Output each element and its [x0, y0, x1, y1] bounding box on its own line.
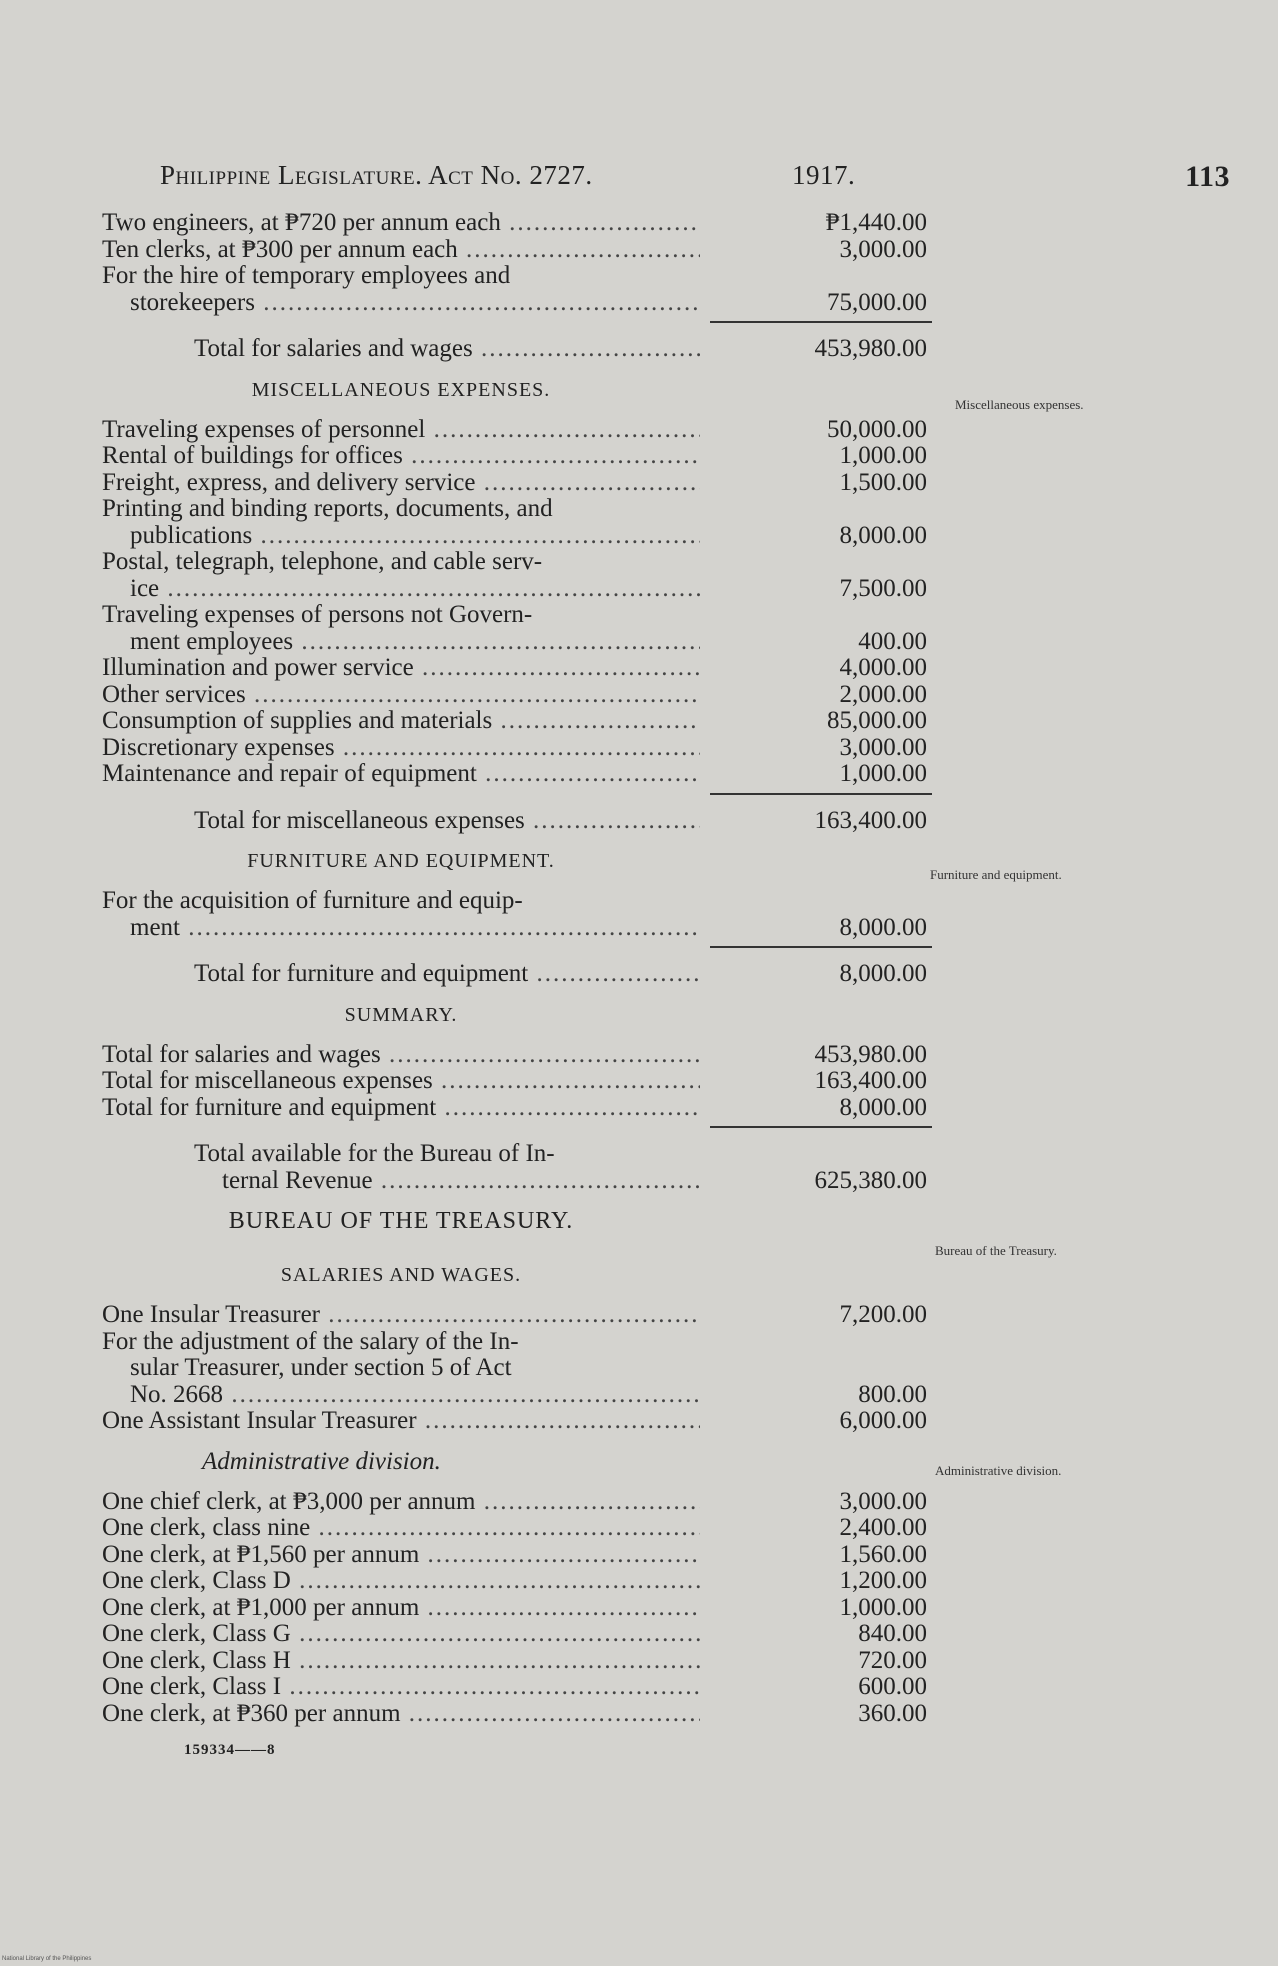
line-item [102, 470, 932, 497]
item-label: ternal Revenue ..... [222, 1168, 700, 1195]
item-amount: 1,000.00 [839, 760, 927, 787]
item-amount: 163,400.00 [814, 806, 927, 834]
total-row [102, 961, 932, 988]
line-item [102, 735, 932, 762]
page-header [160, 160, 1230, 200]
item-amount: 8,000.00 [839, 913, 927, 941]
line-item [102, 1302, 932, 1329]
item-amount: 840.00 [858, 1620, 927, 1647]
item-amount: 3,000.00 [839, 235, 927, 263]
running-title: Philippine Legislature. Act No. 2727. [160, 160, 593, 190]
line-item [102, 496, 932, 523]
item-label: For the hire of temporary employees and [102, 263, 511, 289]
total-row [102, 336, 932, 363]
item-amount: 453,980.00 [814, 1040, 927, 1068]
item-label: Total for miscellaneous expenses ..... [194, 808, 700, 835]
item-amount: 600.00 [858, 1673, 927, 1700]
item-label: Postal, telegraph, telephone, and cable serv- [102, 549, 543, 575]
item-label: For the adjustment of the salary of the In- [102, 1328, 519, 1355]
item-amount: 2,400.00 [839, 1514, 927, 1541]
page-number: 113 [1185, 160, 1230, 193]
item-label: Illumination and power service ..... [102, 655, 700, 682]
line-item [102, 1542, 932, 1569]
line-item [102, 210, 932, 237]
item-label: Two engineers, at ₱720 per annum each ..... [102, 210, 700, 237]
line-item [102, 1621, 932, 1648]
item-amount: ₱1,440.00 [825, 209, 927, 236]
item-amount: 7,500.00 [839, 574, 927, 602]
item-label: One clerk, at ₱360 per annum ..... [102, 1701, 700, 1728]
item-amount: 6,000.00 [839, 1407, 927, 1434]
item-amount: 800.00 [858, 1380, 927, 1408]
line-item [102, 443, 932, 470]
item-label: Ten clerks, at ₱300 per annum each ..... [102, 237, 700, 264]
section-heading: MISCELLANEOUS EXPENSES. [251, 378, 551, 401]
item-label: Total for furniture and equipment ..... [194, 961, 700, 988]
item-amount: 3,000.00 [839, 733, 927, 761]
item-amount: 1,500.00 [839, 468, 927, 496]
line-item [102, 1515, 932, 1542]
section-heading: BUREAU OF THE TREASURY. [228, 1208, 574, 1234]
item-label: Consumption of supplies and materials ..... [102, 708, 700, 735]
total-rule [102, 316, 932, 328]
line-item [102, 629, 932, 656]
item-label: Total for salaries and wages ..... [194, 336, 700, 363]
item-amount: 8,000.00 [839, 960, 927, 987]
section-heading: SUMMARY. [344, 1003, 458, 1026]
margin-note-admin: Administrative division. [935, 1463, 1062, 1478]
line-item [102, 1408, 932, 1435]
item-label: One Insular Treasurer ..... [102, 1302, 700, 1329]
item-amount: 400.00 [858, 627, 927, 655]
item-label: Freight, express, and delivery service ..... [102, 470, 700, 497]
line-item [102, 602, 932, 629]
item-label: One chief clerk, at ₱3,000 per annum ..... [102, 1489, 700, 1516]
section-heading: SALARIES AND WAGES. [280, 1264, 522, 1286]
item-amount: 8,000.00 [839, 1093, 927, 1121]
line-item [102, 761, 932, 788]
item-label: Traveling expenses of persons not Govern- [102, 602, 533, 628]
item-label: storekeepers ..... [130, 290, 700, 317]
item-label: One clerk, Class D ..... [102, 1568, 700, 1595]
item-amount: 1,560.00 [839, 1540, 927, 1568]
item-label: One clerk, at ₱1,560 per annum ..... [102, 1542, 700, 1569]
scan-credit: National Library of the Philippines [2, 1956, 92, 1962]
item-label: One clerk, Class G ..... [102, 1621, 700, 1648]
item-amount: 4,000.00 [839, 654, 927, 681]
section-heading: Administrative division. [202, 1447, 441, 1475]
line-item [102, 549, 932, 576]
item-amount: 1,000.00 [839, 442, 927, 469]
line-item [102, 1329, 932, 1356]
item-label: ice ..... [130, 576, 700, 603]
item-amount: 720.00 [858, 1646, 927, 1674]
line-item [102, 888, 932, 915]
item-amount: 360.00 [858, 1699, 927, 1727]
line-item [102, 523, 932, 550]
line-item [102, 1355, 932, 1382]
item-label: Rental of buildings for offices ..... [102, 443, 700, 470]
item-label: Total for furniture and equipment ..... [102, 1095, 700, 1122]
line-item [102, 1382, 932, 1409]
item-amount: 50,000.00 [827, 415, 927, 443]
line-item [102, 1042, 932, 1069]
line-item [102, 576, 932, 603]
total-row [102, 808, 932, 835]
line-item [102, 1701, 932, 1728]
item-label: publications ..... [130, 523, 700, 550]
item-label: Other services ..... [102, 682, 700, 709]
line-item [102, 1568, 932, 1595]
line-item [102, 1489, 932, 1516]
item-label: sular Treasurer, under section 5 of Act [130, 1355, 512, 1381]
margin-note-treasury: Bureau of the Treasury. [935, 1243, 1057, 1258]
line-item [102, 1095, 932, 1122]
item-label: One Assistant Insular Treasurer ..... [102, 1408, 700, 1435]
item-label: Maintenance and repair of equipment ..... [102, 761, 700, 788]
item-label: One clerk, at ₱1,000 per annum ..... [102, 1595, 700, 1622]
margin-note-misc: Miscellaneous expenses. [955, 397, 1084, 412]
item-label: Total for salaries and wages ..... [102, 1042, 700, 1069]
line-item [102, 655, 932, 682]
item-label: Traveling expenses of personnel ..... [102, 417, 700, 444]
item-amount: 1,000.00 [839, 1593, 927, 1621]
item-label: Total for miscellaneous expenses ..... [102, 1068, 700, 1095]
item-amount: 453,980.00 [814, 335, 927, 362]
line-item [102, 1674, 932, 1701]
item-label: Printing and binding reports, documents, and [102, 496, 553, 522]
line-item [102, 1068, 932, 1095]
signature-mark: 159334——8 [184, 1742, 276, 1758]
margin-note-furniture: Furniture and equipment. [930, 867, 1062, 882]
item-amount: 625,380.00 [814, 1166, 927, 1194]
item-label: One clerk, Class I ..... [102, 1674, 700, 1701]
total-rule [102, 941, 932, 953]
header-year: 1917. [792, 160, 856, 190]
appropriation-list [102, 210, 932, 1727]
line-item [102, 915, 932, 942]
item-label: Total available for the Bureau of In- [194, 1141, 555, 1167]
line-item [102, 1595, 932, 1622]
total-rule [102, 788, 932, 800]
item-label: One clerk, class nine ..... [102, 1515, 700, 1542]
item-label: For the acquisition of furniture and equip- [102, 888, 523, 914]
total-rule [102, 1121, 932, 1133]
item-amount: 8,000.00 [839, 521, 927, 549]
item-label: Discretionary expenses ..... [102, 735, 700, 762]
item-amount: 3,000.00 [839, 1487, 927, 1515]
item-label: One clerk, Class H ..... [102, 1648, 700, 1675]
section-heading: FURNITURE AND EQUIPMENT. [247, 850, 555, 872]
line-item [102, 290, 932, 317]
line-item [102, 237, 932, 264]
total-row [102, 1168, 932, 1195]
item-amount: 1,200.00 [839, 1567, 927, 1594]
line-item [102, 682, 932, 709]
item-amount: 2,000.00 [839, 680, 927, 708]
line-item [102, 708, 932, 735]
line-item [102, 1648, 932, 1675]
item-amount: 75,000.00 [827, 288, 927, 316]
item-label: No. 2668 ..... [130, 1382, 700, 1409]
item-amount: 85,000.00 [827, 707, 927, 734]
item-amount: 163,400.00 [814, 1067, 927, 1094]
line-item [102, 417, 932, 444]
total-row [102, 1141, 932, 1168]
line-item [102, 263, 932, 290]
item-label: ment employees ..... [130, 629, 700, 656]
item-amount: 7,200.00 [839, 1301, 927, 1328]
item-label: ment ..... [130, 915, 700, 942]
